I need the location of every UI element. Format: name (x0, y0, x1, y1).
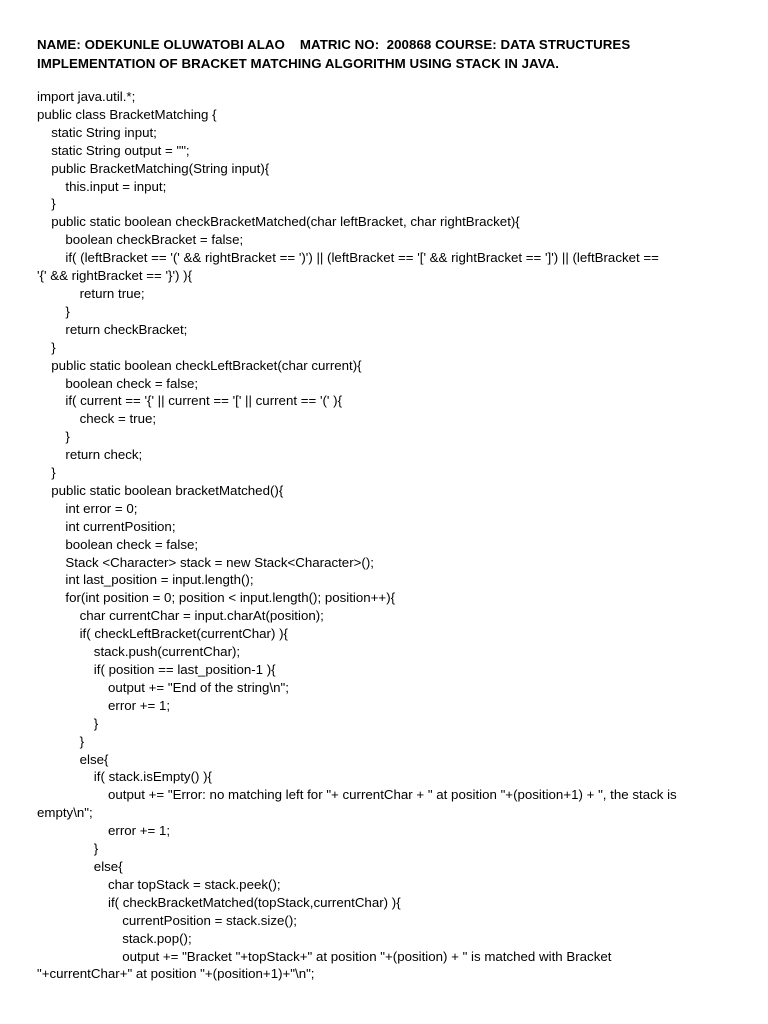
code-line: error += 1; (108, 823, 171, 839)
document-header (37, 35, 757, 73)
code-line: boolean checkBracket = false; (65, 232, 244, 248)
code-line: public class BracketMatching { (37, 106, 217, 122)
code-line: public static boolean checkLeftBracket(char current){ (51, 357, 362, 373)
code-line: empty\n"; (37, 805, 93, 821)
code-line: static String output = ""; (51, 142, 190, 158)
code-line: check = true; (79, 411, 157, 427)
code-line: } (51, 339, 56, 355)
code-line: this.input = input; (65, 178, 167, 194)
code-line: if( (leftBracket == '(' && rightBracket == ')') || (leftBracket == '[' && rightBracket == ']') || (leftBracket == (65, 250, 659, 266)
code-line: } (93, 841, 99, 857)
code-line: } (93, 715, 99, 731)
code-line: import java.util.*; (37, 89, 136, 104)
code-line: if( position == last_position-1 ){ (93, 662, 276, 677)
code-line: stack.push(currentChar); (93, 644, 241, 660)
code-line: return checkBracket; (65, 321, 188, 337)
code-line: return true; (79, 285, 145, 301)
header-title-line: IMPLEMENTATION OF BRACKET MATCHING ALGORITHM USING STACK IN JAVA. (37, 56, 560, 71)
code-line: public static boolean bracketMatched(){ (51, 482, 284, 498)
code-line: } (65, 303, 70, 319)
code-line: boolean check = false; (65, 536, 199, 552)
code-line: output += "End of the string\n"; (108, 679, 289, 695)
code-line: boolean check = false; (65, 375, 199, 391)
code-line: return check; (65, 447, 143, 463)
code-line: Stack <Character> stack = new Stack<Character>(); (65, 554, 374, 570)
code-line: public static boolean checkBracketMatched(char leftBracket, char rightBracket){ (51, 214, 520, 230)
code-line: } (65, 429, 70, 445)
code-line: int error = 0; (65, 500, 138, 516)
code-line: output += "Bracket "+topStack+" at position "+(position) + " is matched with Bracket (122, 948, 612, 964)
code-line: '{' && rightBracket == '}') ){ (37, 268, 193, 284)
code-line: char currentChar = input.charAt(position); (79, 608, 324, 624)
header-name-line: NAME: ODEKUNLE OLUWATOBI ALAO MATRIC NO: 200868 COURSE: DATA STRUCTURES (37, 37, 631, 52)
code-line: else{ (79, 751, 109, 767)
code-line: currentPosition = stack.size(); (122, 912, 297, 928)
code-listing (37, 88, 762, 983)
code-line: else{ (93, 858, 123, 874)
code-line: int last_position = input.length(); (65, 572, 254, 588)
code-line: error += 1; (108, 697, 171, 713)
code-line: for(int position = 0; position < input.length(); position++){ (65, 590, 396, 606)
code-line: if( checkBracketMatched(topStack,currentChar) ){ (108, 894, 401, 910)
code-line: public BracketMatching(String input){ (51, 160, 270, 176)
code-line: int currentPosition; (65, 518, 176, 534)
code-line: if( checkLeftBracket(currentChar) ){ (79, 626, 288, 642)
code-line: "+currentChar+" at position "+(position+1)+"\n"; (37, 966, 315, 982)
code-line: char topStack = stack.peek(); (108, 876, 281, 892)
code-line: } (51, 196, 56, 212)
code-line: if( current == '{' || current == '[' || current == '(' ){ (65, 393, 343, 409)
code-line: } (51, 465, 56, 481)
code-line: } (79, 733, 85, 749)
code-line: stack.pop(); (122, 930, 192, 946)
code-line: if( stack.isEmpty() ){ (93, 769, 213, 785)
code-line: output += "Error: no matching left for "+ currentChar + " at position "+(position+1) + ", the stack is (108, 787, 677, 803)
code-line: static String input; (51, 124, 157, 140)
